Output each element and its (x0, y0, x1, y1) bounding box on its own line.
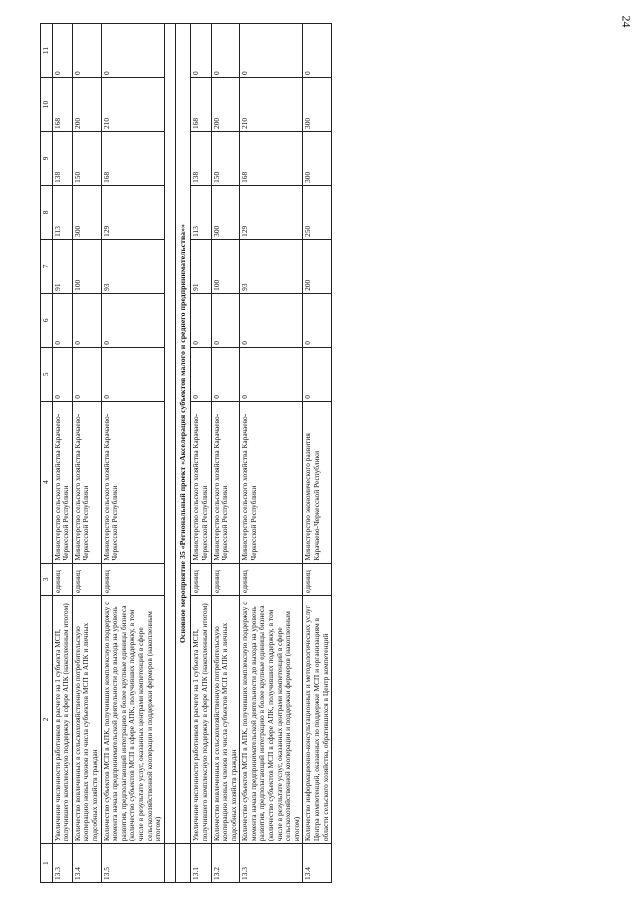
section-cell-empty (175, 843, 191, 882)
row-id: 13.5 (101, 843, 164, 882)
row-org: Министерство сельского хозяйства Карачаево-Черкесской Республики (52, 401, 72, 563)
row-text: Количество субъектов МСП в АПК, получивших комплексную поддержку с момента начала предпринимательской деятельности до выхода на уровень развития, предполагающий интеграцию в более крупные единицы бизнеса (количество субъектов МСП в сфере АПК, получивших поддержку, в том числе в результате услуг, оказанных центрами компетенций в сфере сельскохозяйственной кооперации и поддержки фермеров (накопленным итогом) (101, 595, 164, 843)
value-6: 0 (240, 293, 303, 347)
row-unit: единиц (72, 563, 101, 595)
value-6: 0 (52, 293, 72, 347)
blank-cell (164, 843, 175, 882)
section-title: Основное мероприятие 35 «Региональный проект «Акселерация субъектов малого и среднего предпринимательства»» (175, 23, 191, 843)
value-5: 0 (52, 347, 72, 401)
col-8: 8 (41, 185, 53, 239)
value-10: 210 (240, 77, 303, 131)
row-org: Министерство сельского хозяйства Карачаево-Черкесской Республики (191, 401, 211, 563)
value-5: 0 (240, 347, 303, 401)
row-id: 13.3 (240, 843, 303, 882)
value-7: 93 (240, 239, 303, 293)
value-6: 0 (101, 293, 164, 347)
row-id: 13.1 (191, 843, 211, 882)
value-5: 0 (211, 347, 240, 401)
value-5: 0 (72, 347, 101, 401)
row-text: Увеличение численности работников в расчете на 1 субъекта МСП, получившего комплексную поддержку в сфере АПК (накопленным итогом) (191, 595, 211, 843)
value-11: 0 (211, 23, 240, 77)
row-org: Министерство экономического развития Карачаево-Черкесской Республики (303, 401, 332, 563)
value-8: 113 (52, 185, 72, 239)
value-9: 168 (240, 131, 303, 185)
value-9: 300 (303, 131, 332, 185)
row-text: Количество вовлеченных в сельскохозяйственную потребительскую кооперацию новых членов из числа субъектов МСП в АПК и личных подсобных хозяйств граждан (211, 595, 240, 843)
col-6: 6 (41, 293, 53, 347)
value-8: 300 (211, 185, 240, 239)
value-5: 0 (101, 347, 164, 401)
row-id: 13.3 (52, 843, 72, 882)
value-5: 0 (191, 347, 211, 401)
value-11: 0 (303, 23, 332, 77)
row-text: Увеличение численности работников в расчете на 1 субъекта МСП, получившего комплексную поддержку в сфере АПК (накопленным итогом) (52, 595, 72, 843)
value-7: 91 (52, 239, 72, 293)
indicators-table (40, 23, 332, 883)
value-6: 0 (211, 293, 240, 347)
value-6: 0 (72, 293, 101, 347)
col-3: 3 (41, 563, 53, 595)
table-row (191, 23, 211, 882)
table-row (101, 23, 164, 882)
row-unit: единиц (303, 563, 332, 595)
value-8: 129 (101, 185, 164, 239)
value-9: 150 (72, 131, 101, 185)
row-org: Министерство сельского хозяйства Карачаево-Черкесской Республики (211, 401, 240, 563)
value-8: 250 (303, 185, 332, 239)
value-10: 168 (191, 77, 211, 131)
value-10: 168 (52, 77, 72, 131)
col-2: 2 (41, 595, 53, 843)
col-1: 1 (41, 843, 53, 882)
row-id: 13.4 (72, 843, 101, 882)
rotated-table-sheet (40, 23, 600, 883)
row-org: Министерство сельского хозяйства Карачаево-Черкесской Республики (240, 401, 303, 563)
value-11: 0 (240, 23, 303, 77)
row-unit: единиц (211, 563, 240, 595)
value-11: 0 (72, 23, 101, 77)
col-10: 10 (41, 77, 53, 131)
row-unit: единиц (52, 563, 72, 595)
value-11: 0 (52, 23, 72, 77)
value-9: 168 (101, 131, 164, 185)
value-11: 0 (191, 23, 211, 77)
table-row (303, 23, 332, 882)
table-row (72, 23, 101, 882)
value-7: 200 (303, 239, 332, 293)
value-8: 300 (72, 185, 101, 239)
page-number: 24 (619, 15, 634, 28)
table-row (240, 23, 303, 882)
value-6: 0 (303, 293, 332, 347)
col-4: 4 (41, 401, 53, 563)
value-10: 200 (211, 77, 240, 131)
blank-cell (164, 23, 175, 843)
row-text: Количество субъектов МСП в АПК, получивших комплексную поддержку с момента начала предпринимательской деятельности до выхода на уровень развития, предполагающий интеграцию в более крупные единицы бизнеса (количество субъектов МСП в сфере АПК, получивших поддержку, в том числе в результате услуг, оказанных центрами компетенций в сфере сельскохозяйственной кооперации и поддержки фермеров (накопленным итогом) (240, 595, 303, 843)
row-id: 13.2 (211, 843, 240, 882)
blank-row (164, 23, 175, 882)
row-org: Министерство сельского хозяйства Карачаево-Черкесской Республики (101, 401, 164, 563)
col-9: 9 (41, 131, 53, 185)
row-id: 13.4 (303, 843, 332, 882)
value-10: 300 (303, 77, 332, 131)
value-9: 150 (211, 131, 240, 185)
value-7: 100 (72, 239, 101, 293)
value-11: 0 (101, 23, 164, 77)
value-6: 0 (191, 293, 211, 347)
value-10: 210 (101, 77, 164, 131)
value-7: 100 (211, 239, 240, 293)
row-unit: единиц (101, 563, 164, 595)
value-8: 113 (191, 185, 211, 239)
row-unit: единиц (191, 563, 211, 595)
row-text: Количество вовлеченных в сельскохозяйственную потребительскую кооперацию новых членов из числа субъектов МСП в АПК и личных подсобных хозяйств граждан (72, 595, 101, 843)
value-8: 129 (240, 185, 303, 239)
table-row (52, 23, 72, 882)
row-org: Министерство сельского хозяйства Карачаево-Черкесской Республики (72, 401, 101, 563)
value-10: 200 (72, 77, 101, 131)
value-7: 93 (101, 239, 164, 293)
value-7: 91 (191, 239, 211, 293)
row-unit: единиц (240, 563, 303, 595)
section-row (175, 23, 191, 882)
value-9: 138 (52, 131, 72, 185)
table-row (211, 23, 240, 882)
value-5: 0 (303, 347, 332, 401)
value-9: 138 (191, 131, 211, 185)
col-11: 11 (41, 23, 53, 77)
col-7: 7 (41, 239, 53, 293)
header-row (41, 23, 53, 882)
col-5: 5 (41, 347, 53, 401)
row-text: Количество информационно-консультационных и методологических услуг Центра компетенций, оказанных по поддержке МСП и организациям в области сельского хозяйства, обратившихся в Центр компетенций (303, 595, 332, 843)
